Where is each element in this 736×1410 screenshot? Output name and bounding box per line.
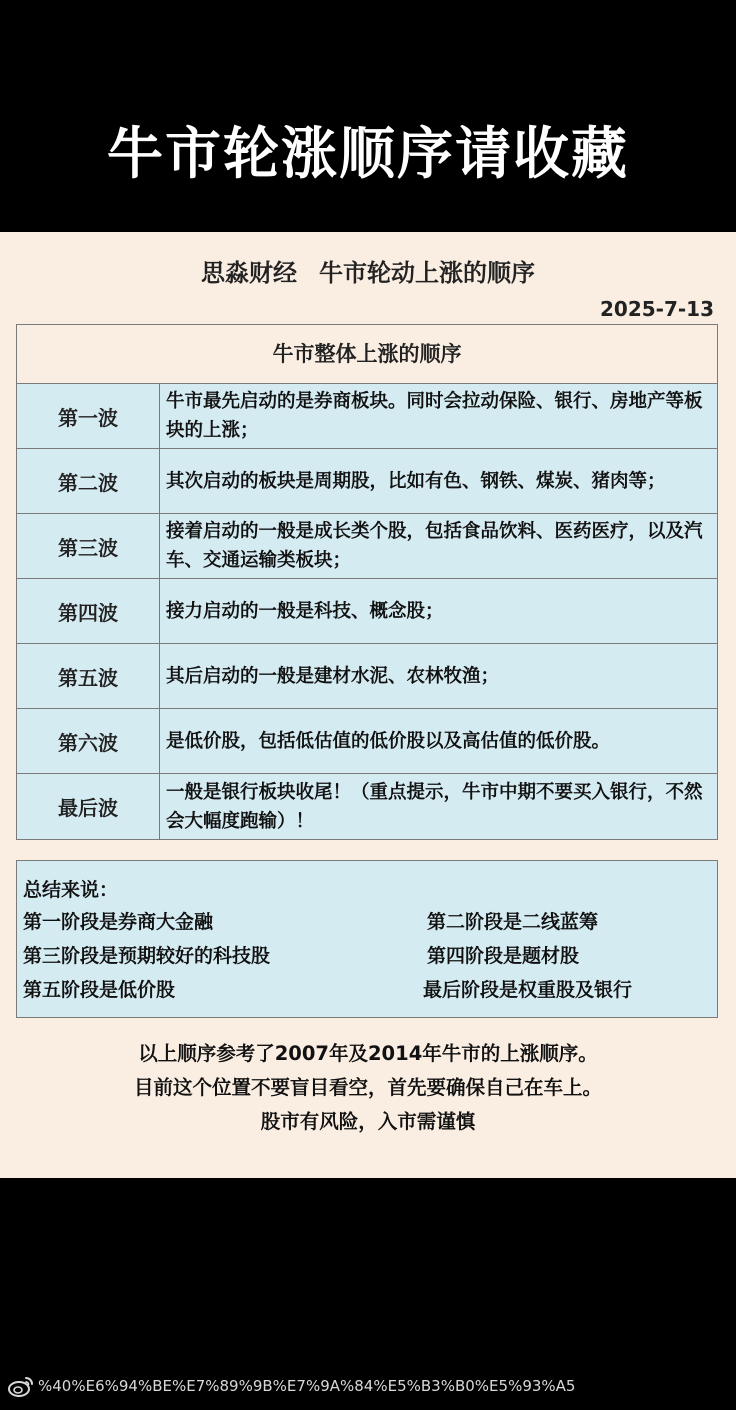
card-heading xyxy=(0,256,736,290)
wave-label: 第一波 xyxy=(17,384,160,448)
content-card xyxy=(0,232,736,1178)
wave-description: 一般是银行板块收尾！（重点提示，牛市中期不要买入银行，不然会大幅度跑输）！ xyxy=(166,781,703,832)
summary-title: 总结来说： xyxy=(23,879,119,901)
wave-table xyxy=(16,324,718,840)
weibo-icon xyxy=(8,1375,34,1397)
brand-name: 思淼财经 xyxy=(201,259,297,287)
table-row xyxy=(17,579,717,644)
table-row xyxy=(17,449,717,514)
wave-label: 第二波 xyxy=(17,449,160,513)
wave-description: 接力启动的一般是科技、概念股； xyxy=(166,600,444,622)
risk-disclaimer: 股市有风险，入市需谨慎 xyxy=(260,1110,476,1133)
wave-label: 第五波 xyxy=(17,644,160,708)
stage-item: 最后阶段是权重股及银行 xyxy=(423,979,633,1001)
wave-label: 第四波 xyxy=(17,579,160,643)
wave-description: 其后启动的一般是建材水泥、农林牧渔； xyxy=(166,665,500,687)
watermark-text: %40%E6%94%BE%E7%89%9B%E7%9A%84%E5%B3%B0%E5%93%A5 xyxy=(38,1377,576,1395)
table-row xyxy=(17,644,717,709)
table-row xyxy=(17,514,717,579)
footer-note: 以上顺序参考了2007年及2014年牛市的上涨顺序。 xyxy=(138,1042,598,1065)
wave-description: 是低价股，包括低估值的低价股以及高估值的低价股。 xyxy=(166,730,611,752)
table-row xyxy=(17,774,717,839)
wave-description: 接着启动的一般是成长类个股，包括食品饮料、医药医疗，以及汽车、交通运输类板块； xyxy=(166,521,703,571)
stage-item: 第二阶段是二线蓝筹 xyxy=(427,911,599,933)
card-date: 2025-7-13 xyxy=(599,297,714,321)
stage-item: 第四阶段是题材股 xyxy=(427,945,580,967)
stage-item: 第五阶段是低价股 xyxy=(23,979,176,1001)
table-header: 牛市整体上涨的顺序 xyxy=(17,325,717,384)
wave-label: 第三波 xyxy=(17,514,160,578)
table-row xyxy=(17,709,717,774)
wave-description: 其次启动的板块是周期股，比如有色、钢铁、煤炭、猪肉等； xyxy=(166,470,666,492)
title-banner xyxy=(0,0,736,232)
summary-box xyxy=(16,860,718,1018)
table-row xyxy=(17,384,717,449)
wave-description: 牛市最先启动的是券商板块。同时会拉动保险、银行、房地产等板块的上涨； xyxy=(166,391,703,441)
stage-item: 第三阶段是预期较好的科技股 xyxy=(23,945,271,967)
card-title: 牛市轮动上涨的顺序 xyxy=(319,259,535,287)
stage-item: 第一阶段是券商大金融 xyxy=(23,911,214,933)
wave-label: 第六波 xyxy=(17,709,160,773)
wave-label: 最后波 xyxy=(17,774,160,839)
banner-title: 牛市轮涨顺序请收藏 xyxy=(107,122,629,187)
footer-note: 目前这个位置不要盲目看空，首先要确保自己在车上。 xyxy=(133,1076,602,1099)
